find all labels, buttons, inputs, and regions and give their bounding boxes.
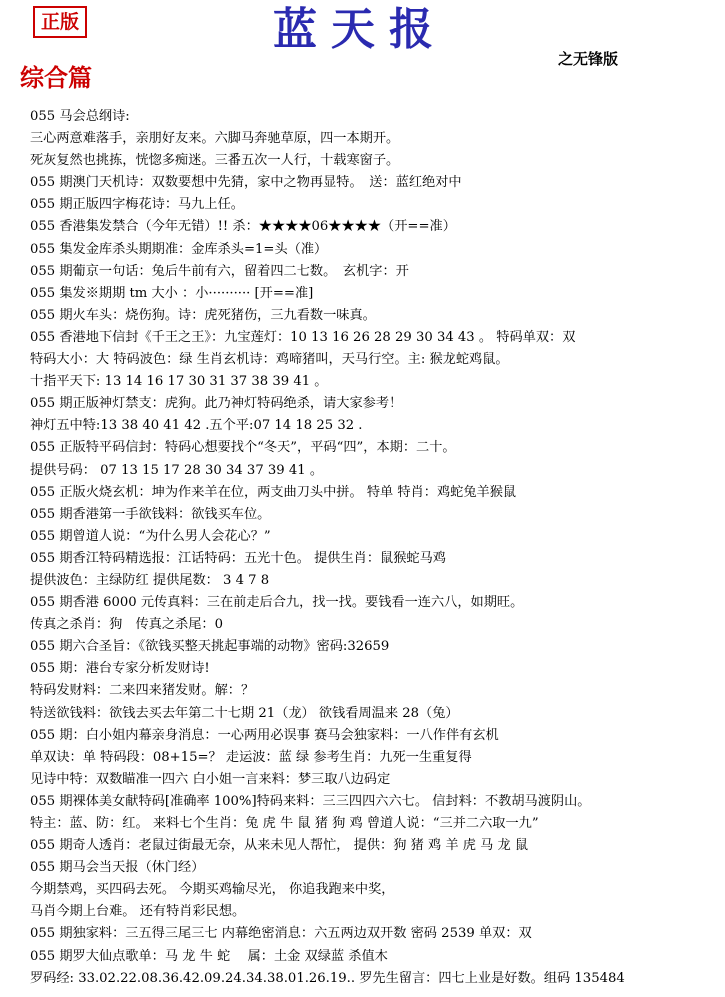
text-line: 特码大小：大 特码波色：绿 生肖玄机诗：鸡啼猪叫，天马行空。主: 猴龙蛇鸡鼠。 [30, 352, 509, 368]
text-line: 055 期香港第一手欲钱料：欲钱买车位。 [30, 506, 271, 522]
text-line: 马肖今期上台难。 还有特肖彩民想。 [30, 904, 246, 920]
section-title: 综合篇 [20, 63, 92, 92]
text-line: 死灰复然也挑拣，恍惚多痴迷。三番五次一人行，十载寒窗子。 [30, 153, 400, 169]
page-title: 蓝天报 [273, 4, 447, 55]
page-header [0, 0, 725, 108]
text-line: 055 期罗大仙点歌单：马 龙 牛 蛇 属：土金 双绿蓝 杀值木 [30, 948, 388, 964]
text-line: 055 期火车头：烧伤狗。诗：虎死猪伤，三九看数一味真。 [30, 307, 376, 323]
text-line: 神灯五中特:13 38 40 41 42 .五个平:07 14 18 25 32 . [30, 418, 363, 434]
text-line: 055 香港地下信封《千王之王》：九宝莲灯：10 13 16 26 28 29 30 34 43 。 特码单双：双 [30, 329, 576, 345]
genuine-badge: 正版 [33, 6, 87, 38]
text-line: 055 期香港 6000 元传真料：三在前走后合九，找一找。要钱看一连六八，如期旺。 [30, 595, 524, 611]
text-line: 特码发财料：二来四来猪发财。解：？ [30, 683, 255, 699]
text-line: 055 期曾道人说：“为什么男人会花心？” [30, 528, 271, 544]
text-line: 055 正版火烧玄机：坤为作来羊在位，两支曲刀头中拼。 特单 特肖：鸡蛇兔羊猴鼠 [30, 484, 517, 500]
edition-label: 之无锋版 [558, 50, 619, 68]
article-body [30, 106, 720, 990]
text-line: 055 期裸体美女献特码[准确率 100%]特码来料：三三四四六六七。 信封料：不教胡马渡阴山。 [30, 793, 591, 809]
text-line: 055 期香江特码精选报：江话特码：五光十色。 提供生肖：鼠猴蛇马鸡 [30, 550, 446, 566]
text-line: 055 正版特平码信封：特码心想要找个“冬天”，平码“四”，本期：二十。 [30, 440, 456, 456]
text-line: 特送欲钱料：欲钱去买去年第二十七期 21（龙） 欲钱看周温来 28（兔） [30, 705, 459, 721]
text-line: 055 期马会当天报（休门经） [30, 860, 205, 876]
text-line: 提供波色：主绿防红 提供尾数： 3 4 7 8 [30, 572, 270, 588]
text-line: 055 期六合圣旨：《欲钱买整天挑起事端的动物》密码:32659 [30, 639, 390, 655]
text-line: 特主：蓝、防：红。 来料七个生肖：兔 虎 牛 鼠 猪 狗 鸡 曾道人说：“三并二六取一九” [30, 816, 539, 831]
text-line: 055 集发※期期 tm 大小 ：小·········· [开==准] [30, 285, 314, 301]
text-line: 罗码经: 33.02.22.08.36.42.09.24.34.38.01.26.19.. 罗先生留言：四七上业是好数。组码 135484 [30, 970, 625, 986]
text-line: 055 期澳门天机诗：双数要想中先猜，家中之物再显特。 送：蓝红绝对中 [30, 175, 462, 191]
text-line: 今期禁鸡，买四码去死。 今期买鸡输尽光， 你追我跑来中奖， [30, 882, 395, 898]
text-line: 055 集发金库杀头期期准：金库杀头=1=头（准） [30, 241, 328, 257]
text-line: 三心两意难落手，亲朋好友来。六脚马奔驰草原，四一本期开。 [30, 131, 400, 147]
text-line: 055 期：白小姐内幕亲身消息：一心两用必误事 赛马会独家料：一八作伴有玄机 [30, 727, 499, 743]
text-line: 055 马会总纲诗: [30, 109, 130, 124]
text-line: 055 期葡京一句话：兔后牛前有六，留着四二七数。 玄机字：开 [30, 263, 409, 279]
text-line: 055 香港集发禁合（今年无错）!! 杀：★★★★06★★★★（开==准） [30, 219, 456, 235]
text-line: 见诗中特：双数瞄准一四六 白小姐一言来料：梦三取八边码定 [30, 771, 391, 787]
text-line: 单双诀：单 特码段：08+15=？ 走运波：蓝 绿 参考生肖：九死一生重复得 [30, 749, 472, 765]
text-line: 055 期：港台专家分析发财诗! [30, 661, 210, 677]
text-line: 传真之杀肖：狗 传真之杀尾：0 [30, 617, 224, 633]
text-line: 055 期正版神灯禁支：虎狗。此乃神灯特码绝杀，请大家参考！ [30, 396, 403, 412]
text-line: 十指平天下: 13 14 16 17 30 31 37 38 39 41 。 [30, 374, 328, 390]
text-line: 提供号码： 07 13 15 17 28 30 34 37 39 41 。 [30, 462, 324, 478]
text-line: 055 期独家料：三五得三尾三七 内幕绝密消息：六五两边双开数 密码 2539 单双：双 [30, 926, 532, 942]
text-line: 055 期奇人透肖：老鼠过街最无奈，从来未见人帮忙， 提供：狗 猪 鸡 羊 虎 马 龙 鼠 [30, 838, 529, 854]
text-line: 055 期正版四字梅花诗：马九上任。 [30, 197, 244, 213]
